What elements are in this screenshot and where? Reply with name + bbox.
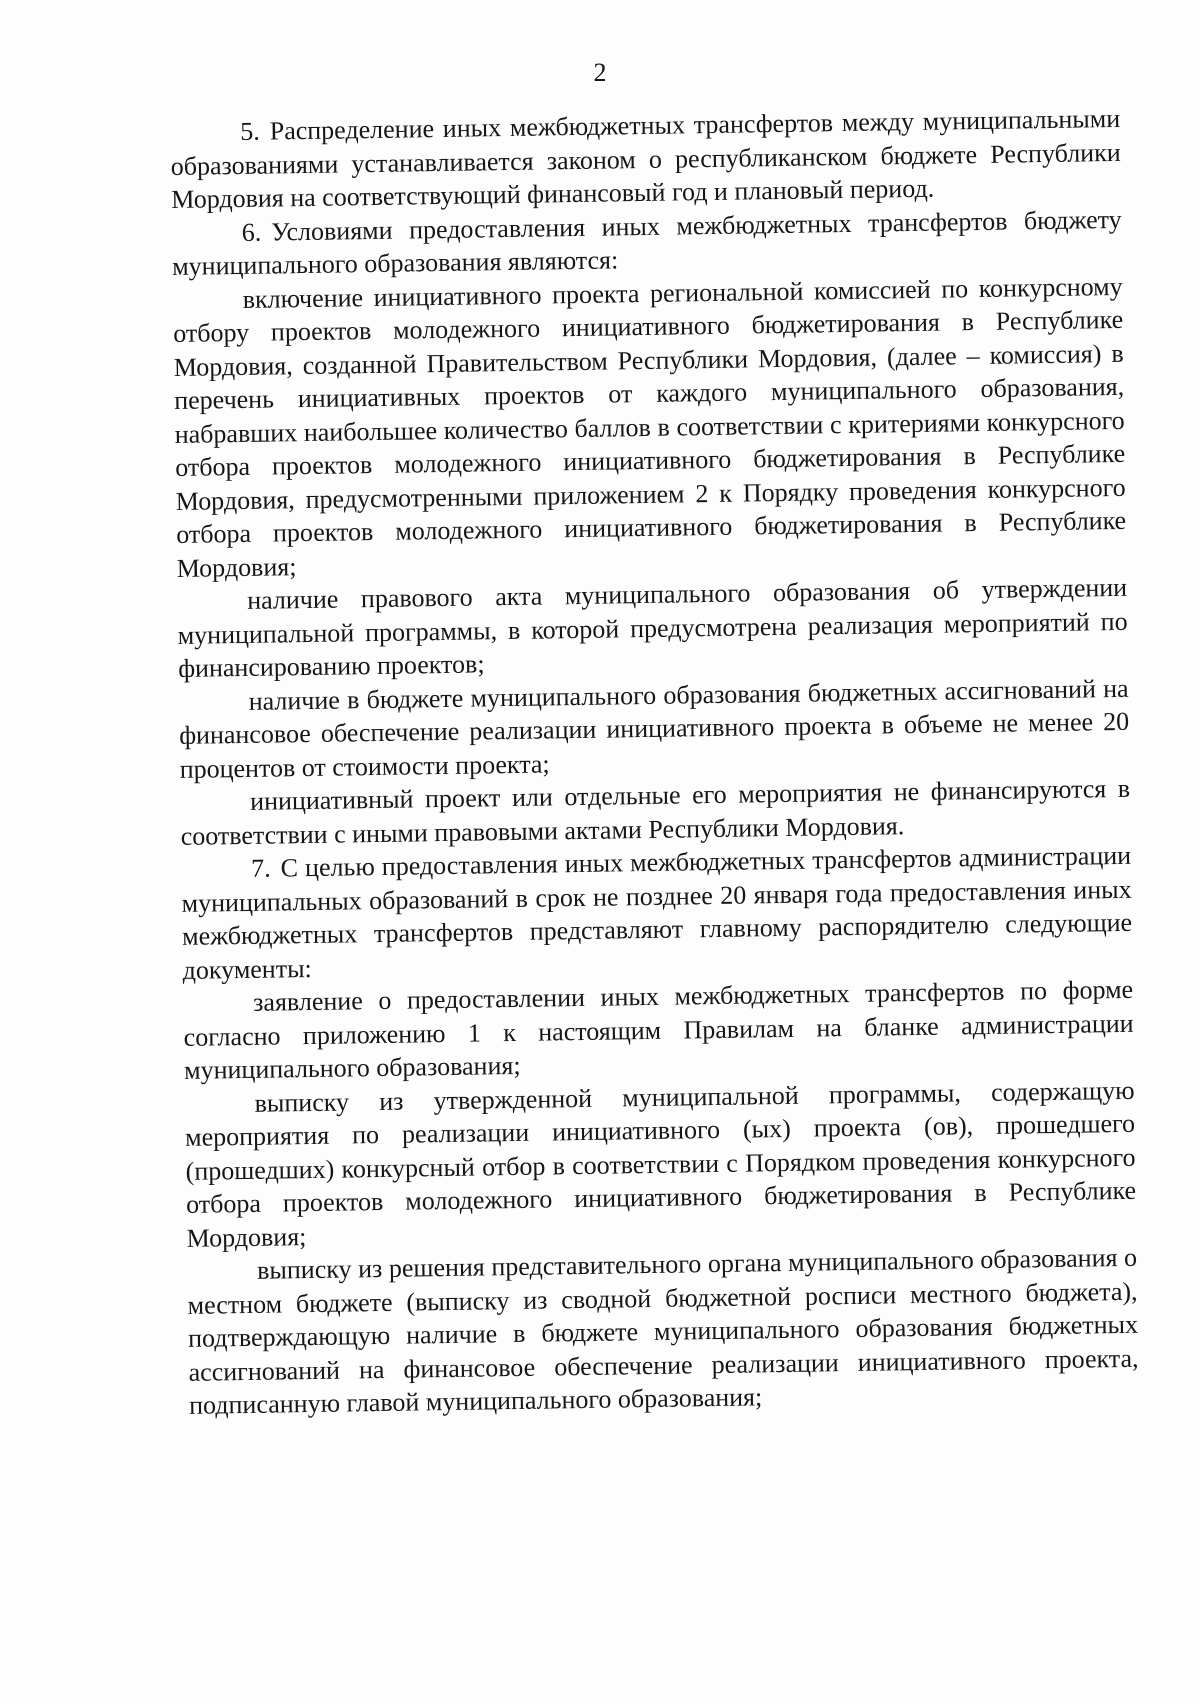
condition-item: наличие правового акта муниципального образования об утверждении муниципальной программы, в которой предусмотрена реализация мероприятий по финансированию проектов; xyxy=(177,572,1128,683)
document-item: выписку из решения представительного органа муниципального образования о местном бюджете (выписку из сводной бюджетной росписи местного бюджета), подтверждающую наличие в бюджете муниципального образования бюджетных ассигнований на финансовое обеспечение реализации инициативного проекта, подписанную главой муниципального образования; xyxy=(187,1242,1139,1420)
document-item: выписку из утвержденной муниципальной программы, содержащую мероприятия по реализации инициативного (ых) проекта (ов), прошедшего (прошедших) конкурсный отбор в соответствии с Порядком проведения конкурсного отбора проектов молодежного инициативного бюджетирования в Республике Мордовия; xyxy=(184,1075,1137,1253)
condition-item: включение инициативного проекта региональной комиссией по конкурсному отбору проектов молодежного инициативного бюджетирования в Республике Мордовия, созданной Правительством Республики Мордовия, (далее – комиссия) в перечень инициативных проектов от каждого муниципального образования, набравших наибольшее количество баллов в соответствии с критериями конкурсного отбора проектов молодежного инициативного бюджетирования в Республике Мордовия, предусмотренными приложением 2 к Порядку проведения конкурсного отбора проектов молодежного инициативного бюджетирования в Республике Мордовия; xyxy=(173,271,1127,583)
paragraph-number: 5. xyxy=(240,116,260,146)
page-number: 2 xyxy=(593,58,607,87)
paragraph-number: 6. xyxy=(241,217,262,247)
paragraph-number: 7. xyxy=(250,853,271,883)
paragraph-text: Условиями предоставления иных межбюджетных трансфертов бюджету муниципального образования являются: xyxy=(172,204,1122,281)
condition-item: наличие в бюджете муниципального образования бюджетных ассигнований на финансовое обеспечение реализации инициативного проекта в объеме не менее 20 процентов от стоимости проекта; xyxy=(178,673,1130,784)
paragraph-text: С целью предоставления иных межбюджетных трансфертов администрации муниципальных образований в срок не позднее 20 января года предоставления иных межбюджетных трансфертов представляют главному распорядителю следующие документы: xyxy=(181,840,1133,985)
document-item: заявление о предоставлении иных межбюджетных трансфертов по форме согласно приложению 1 к настоящим Правилам на бланке администрации муниципального образования; xyxy=(183,974,1134,1085)
document-body xyxy=(170,102,1139,1422)
condition-item: инициативный проект или отдельные его мероприятия не финансируются в соответствии с иными правовыми актами Республики Мордовия. xyxy=(180,773,1131,851)
paragraph-text: Распределение иных межбюджетных трансфертов между муниципальными образованиями устанавливается законом о республиканском бюджете Республики Мордовия на соответствующий финансовый год и плановый период. xyxy=(170,103,1121,214)
paragraph-7 xyxy=(181,839,1133,987)
paragraph-5 xyxy=(170,102,1121,217)
